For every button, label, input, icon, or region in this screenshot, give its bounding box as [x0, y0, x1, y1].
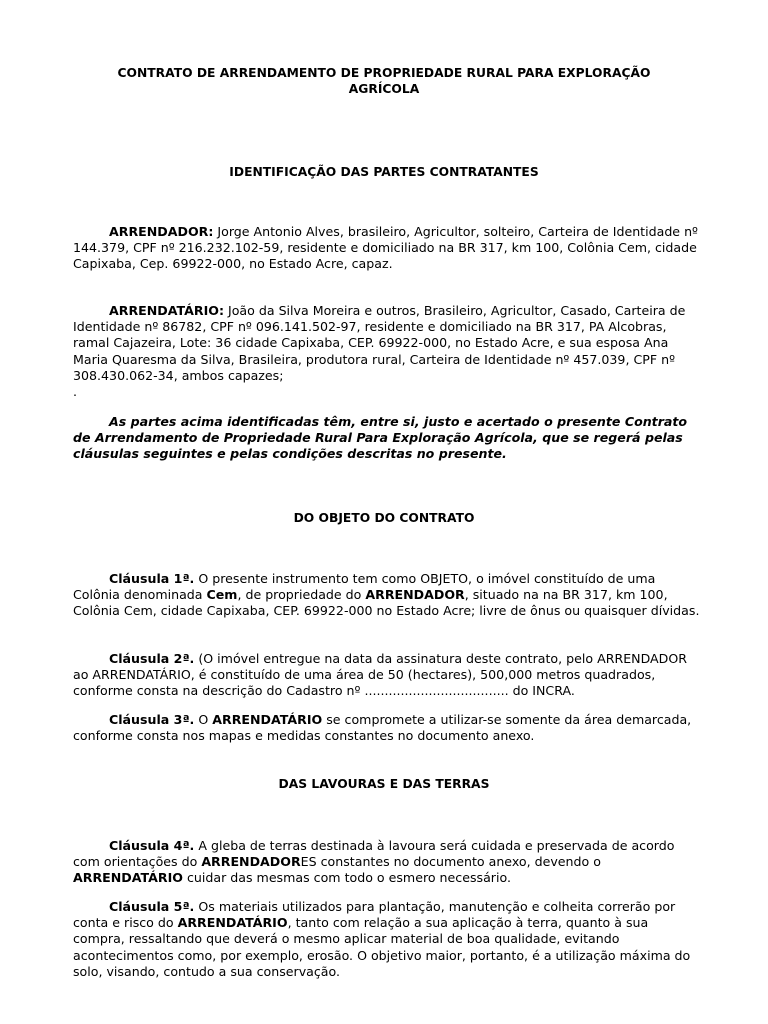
clause-5-bold-arrendatario: ARRENDATÁRIO [177, 915, 288, 931]
clause-4-label: Cláusula 4ª. [109, 838, 195, 853]
clause-4-bold-arrendatario: ARRENDATÁRIO [73, 870, 183, 886]
clause-4-text-c: cuidar das mesmas com todo o esmero necessário. [182, 870, 511, 886]
arrendador-text: Jorge Antonio Alves, brasileiro, Agricultor, solteiro, Carteira de Identidade nº 144.379, CPF nº 216.232.102-59, residente e domiciliado na BR 317, km 100, Colônia Cem, cidade Capixaba, Cep. 69922-000, no Estado Acre, capaz. [73, 224, 698, 272]
clause-1 [73, 571, 701, 620]
clause-3-label: Cláusula 3ª. [109, 712, 195, 727]
title-line-1: CONTRATO DE ARRENDAMENTO DE PROPRIEDADE RURAL PARA EXPLORAÇÃO [117, 66, 651, 80]
clause-5-text-a: Os materiais utilizados para plantação, manutenção e colheita correrão por conta e risco do [73, 899, 676, 931]
title-line-2: AGRÍCOLA [348, 82, 420, 96]
clause-2-text: (O imóvel entregue na data da assinatura deste contrato, pelo ARRENDADOR ao ARRENDATÁRIO, é constituído de uma área de 50 (hectares), 500,000 metros quadrados, conforme consta na descrição do Cadastro nº .................................... do INCRA. [73, 651, 688, 699]
section-heading-object: DO OBJETO DO CONTRATO [293, 511, 475, 525]
clause-4-text-a: A gleba de terras destinada à lavoura será cuidada e preservada de acordo com orientações do [73, 838, 675, 870]
arrendador-paragraph [73, 224, 701, 273]
clause-2-label: Cláusula 2ª. [109, 651, 195, 666]
clause-1-text-b: , de propriedade do [237, 587, 366, 603]
intro-text: As partes acima identificadas têm, entre si, justo e acertado o presente Contrato de Arrendamento de Propriedade Rural Para Exploração Agrícola, que se regerá pelas cláusulas seguintes e pelas condições descritas no presente. [73, 414, 688, 462]
clause-4-bold-arrendador: ARRENDADOR [201, 854, 301, 870]
clause-3 [73, 712, 701, 744]
arrendador-label: ARRENDADOR: [109, 224, 214, 239]
clause-1-bold-arrendador: ARRENDADOR [365, 587, 465, 603]
arrendatario-paragraph [73, 303, 701, 400]
section-heading-lavouras: DAS LAVOURAS E DAS TERRAS [278, 777, 490, 791]
document-title [0, 65, 768, 97]
clause-1-bold-cem: Cem [206, 587, 238, 603]
arrendatario-text: João da Silva Moreira e outros, Brasileiro, Agricultor, Casado, Carteira de Identidade nº 86782, CPF nº 096.141.502-97, residente e domiciliado na BR 317, PA Alcobras, ramal Cajazeira, Lote: 36 cidade Capixaba, CEP. 69922-000, no Estado Acre, e sua esposa Ana Maria Quaresma da Silva, Brasileira, produtora rural, Carteira de Identidade nº 457.039, CPF nº 308.430.062-34, ambos capazes; [73, 303, 686, 383]
clause-3-text-a: O [194, 712, 213, 727]
clause-4-text-b: ES constantes no documento anexo, devendo o [300, 854, 601, 870]
clause-2 [73, 651, 701, 700]
stray-dot: . [73, 384, 78, 400]
clause-5-label: Cláusula 5ª. [109, 899, 195, 914]
section-heading-parties: IDENTIFICAÇÃO DAS PARTES CONTRATANTES [229, 165, 539, 179]
clause-3-bold-arrendatario: ARRENDATÁRIO [212, 712, 323, 727]
arrendatario-label: ARRENDATÁRIO: [109, 303, 224, 318]
clause-3-text-b: se compromete a utilizar-se somente da área demarcada, conforme consta nos mapas e medidas constantes no documento anexo. [73, 712, 692, 744]
clause-1-text-a: O presente instrumento tem como OBJETO, o imóvel constituído de uma Colônia denominada [73, 571, 656, 603]
intro-paragraph [73, 414, 701, 463]
clause-5-text-b: , tanto com relação a sua aplicação à terra, quanto à sua compra, ressaltando que deverá o mesmo aplicar material de boa qualidade, evitando acontecimentos como, por exemplo, erosão. O objetivo maior, portanto, é a utilização máxima do solo, visando, contudo a sua conservação. [73, 915, 691, 979]
clause-4 [73, 838, 701, 887]
clause-5 [73, 899, 701, 980]
clause-1-label: Cláusula 1ª. [109, 571, 195, 586]
clause-1-text-c: , situado na na BR 317, km 100, Colônia Cem, cidade Capixaba, CEP. 69922-000 no Estado Acre; livre de ônus ou quaisquer dívidas. [73, 587, 700, 619]
